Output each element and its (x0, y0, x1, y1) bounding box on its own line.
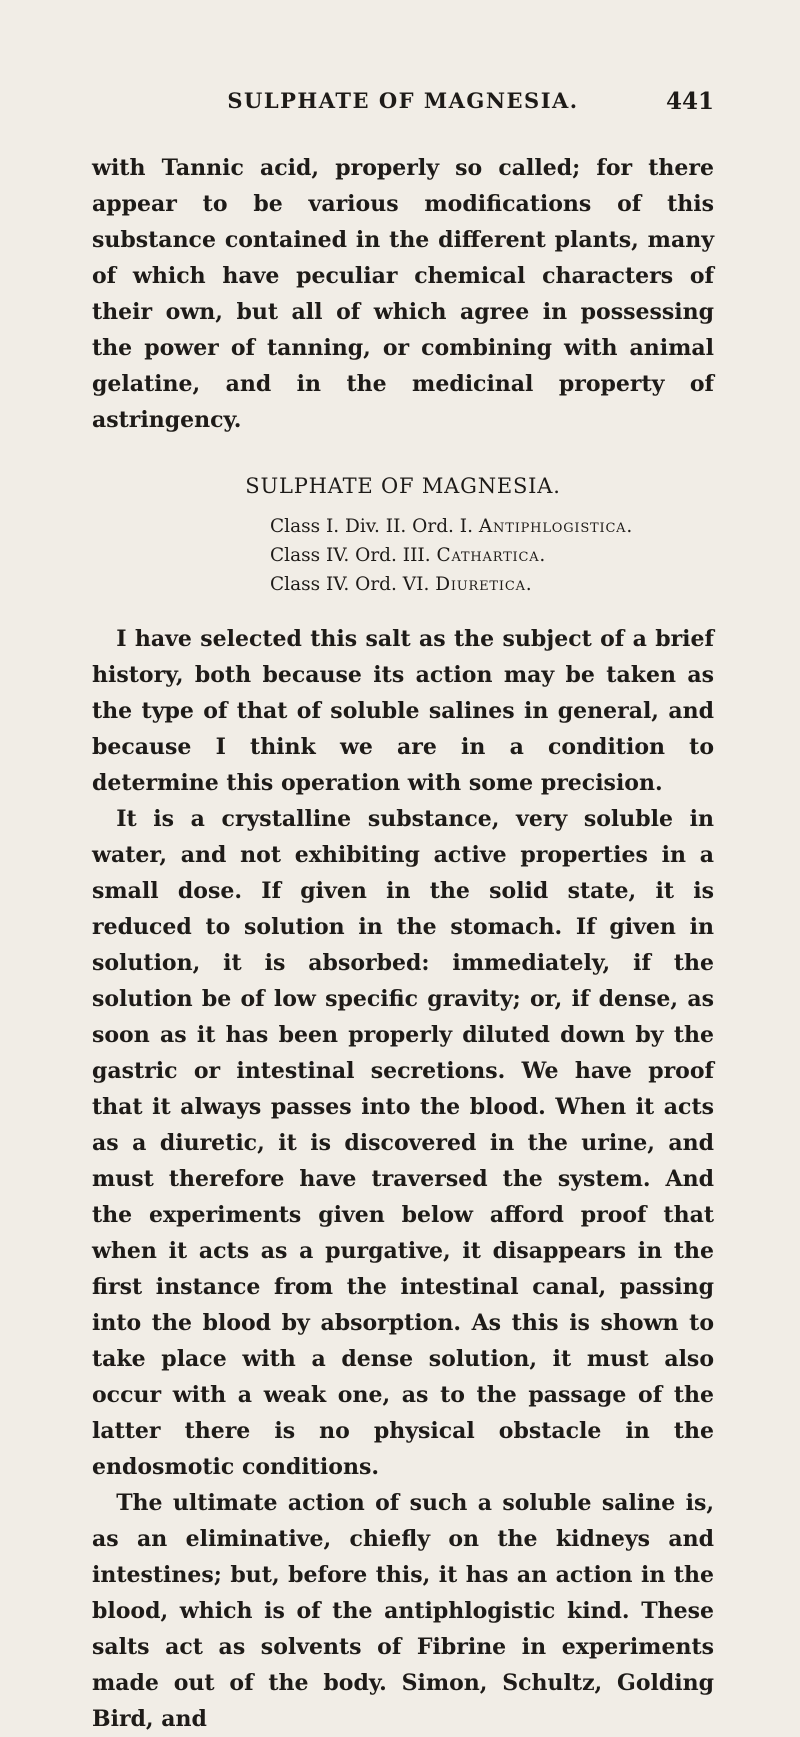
paragraph: I have selected this salt as the subject of a brief history, both because its action may be taken as the type of that of soluble salines in general, and because I think we are in a condition to determine this operation with some precision. (92, 626, 714, 796)
classification-prefix: Class IV. Ord. VI. (270, 574, 430, 595)
classification-line (270, 541, 714, 570)
running-head (92, 88, 714, 128)
classification-line (270, 512, 714, 541)
paragraph: The ultimate action of such a soluble saline is, as an eliminative, chiefly on the kidneys and intestines; but, before this, it has an action in the blood, which is of the antiphlogistic kind. These salts act as solvents of Fibrine in experiments made out of the body. Simon, Schultz, Golding Bird, and (92, 1490, 714, 1732)
classification-block (92, 512, 714, 599)
classification-name: Antiphlogistica. (478, 516, 634, 537)
classification-name: Diuretica. (435, 574, 533, 595)
page-number: 441 (665, 88, 714, 115)
classification-prefix: Class IV. Ord. III. (270, 545, 431, 566)
classification-line (270, 570, 714, 599)
paragraph: It is a crystalline substance, very soluble in water, and not exhibiting active properties in a small dose. If given in the solid state, it is reduced to solution in the stomach. If given in solution, it is absorbed: immediately, if the solution be of low specific gravity; or, if dense, as soon as it has been properly diluted down by the gastric or intestinal secretions. We have proof that it always passes into the blood. When it acts as a diuretic, it is discovered in the urine, and must therefore have traversed the system. And the experiments given below afford proof that when it acts as a purgative, it disappears in the first instance from the intestinal canal, passing into the blood by absorption. As this is shown to take place with a dense solution, it must also occur with a weak one, as to the passage of the latter there is no physical obstacle in the endosmotic conditions. (92, 806, 714, 1480)
classification-prefix: Class I. Div. II. Ord. I. (270, 516, 473, 537)
paragraph-continued: with Tannic acid, properly so called; for there appear to be various modifications of this substance contained in the different plants, many of which have peculiar chemical characters of their own, but all of which agree in possessing the power of tanning, or combining with animal gelatine, and in the medicinal property of astringency. (92, 155, 714, 433)
classification-name: Cathartica. (436, 545, 547, 566)
section-title: SULPHATE OF MAGNESIA. (245, 474, 561, 498)
running-title: SULPHATE OF MAGNESIA. (227, 88, 579, 113)
